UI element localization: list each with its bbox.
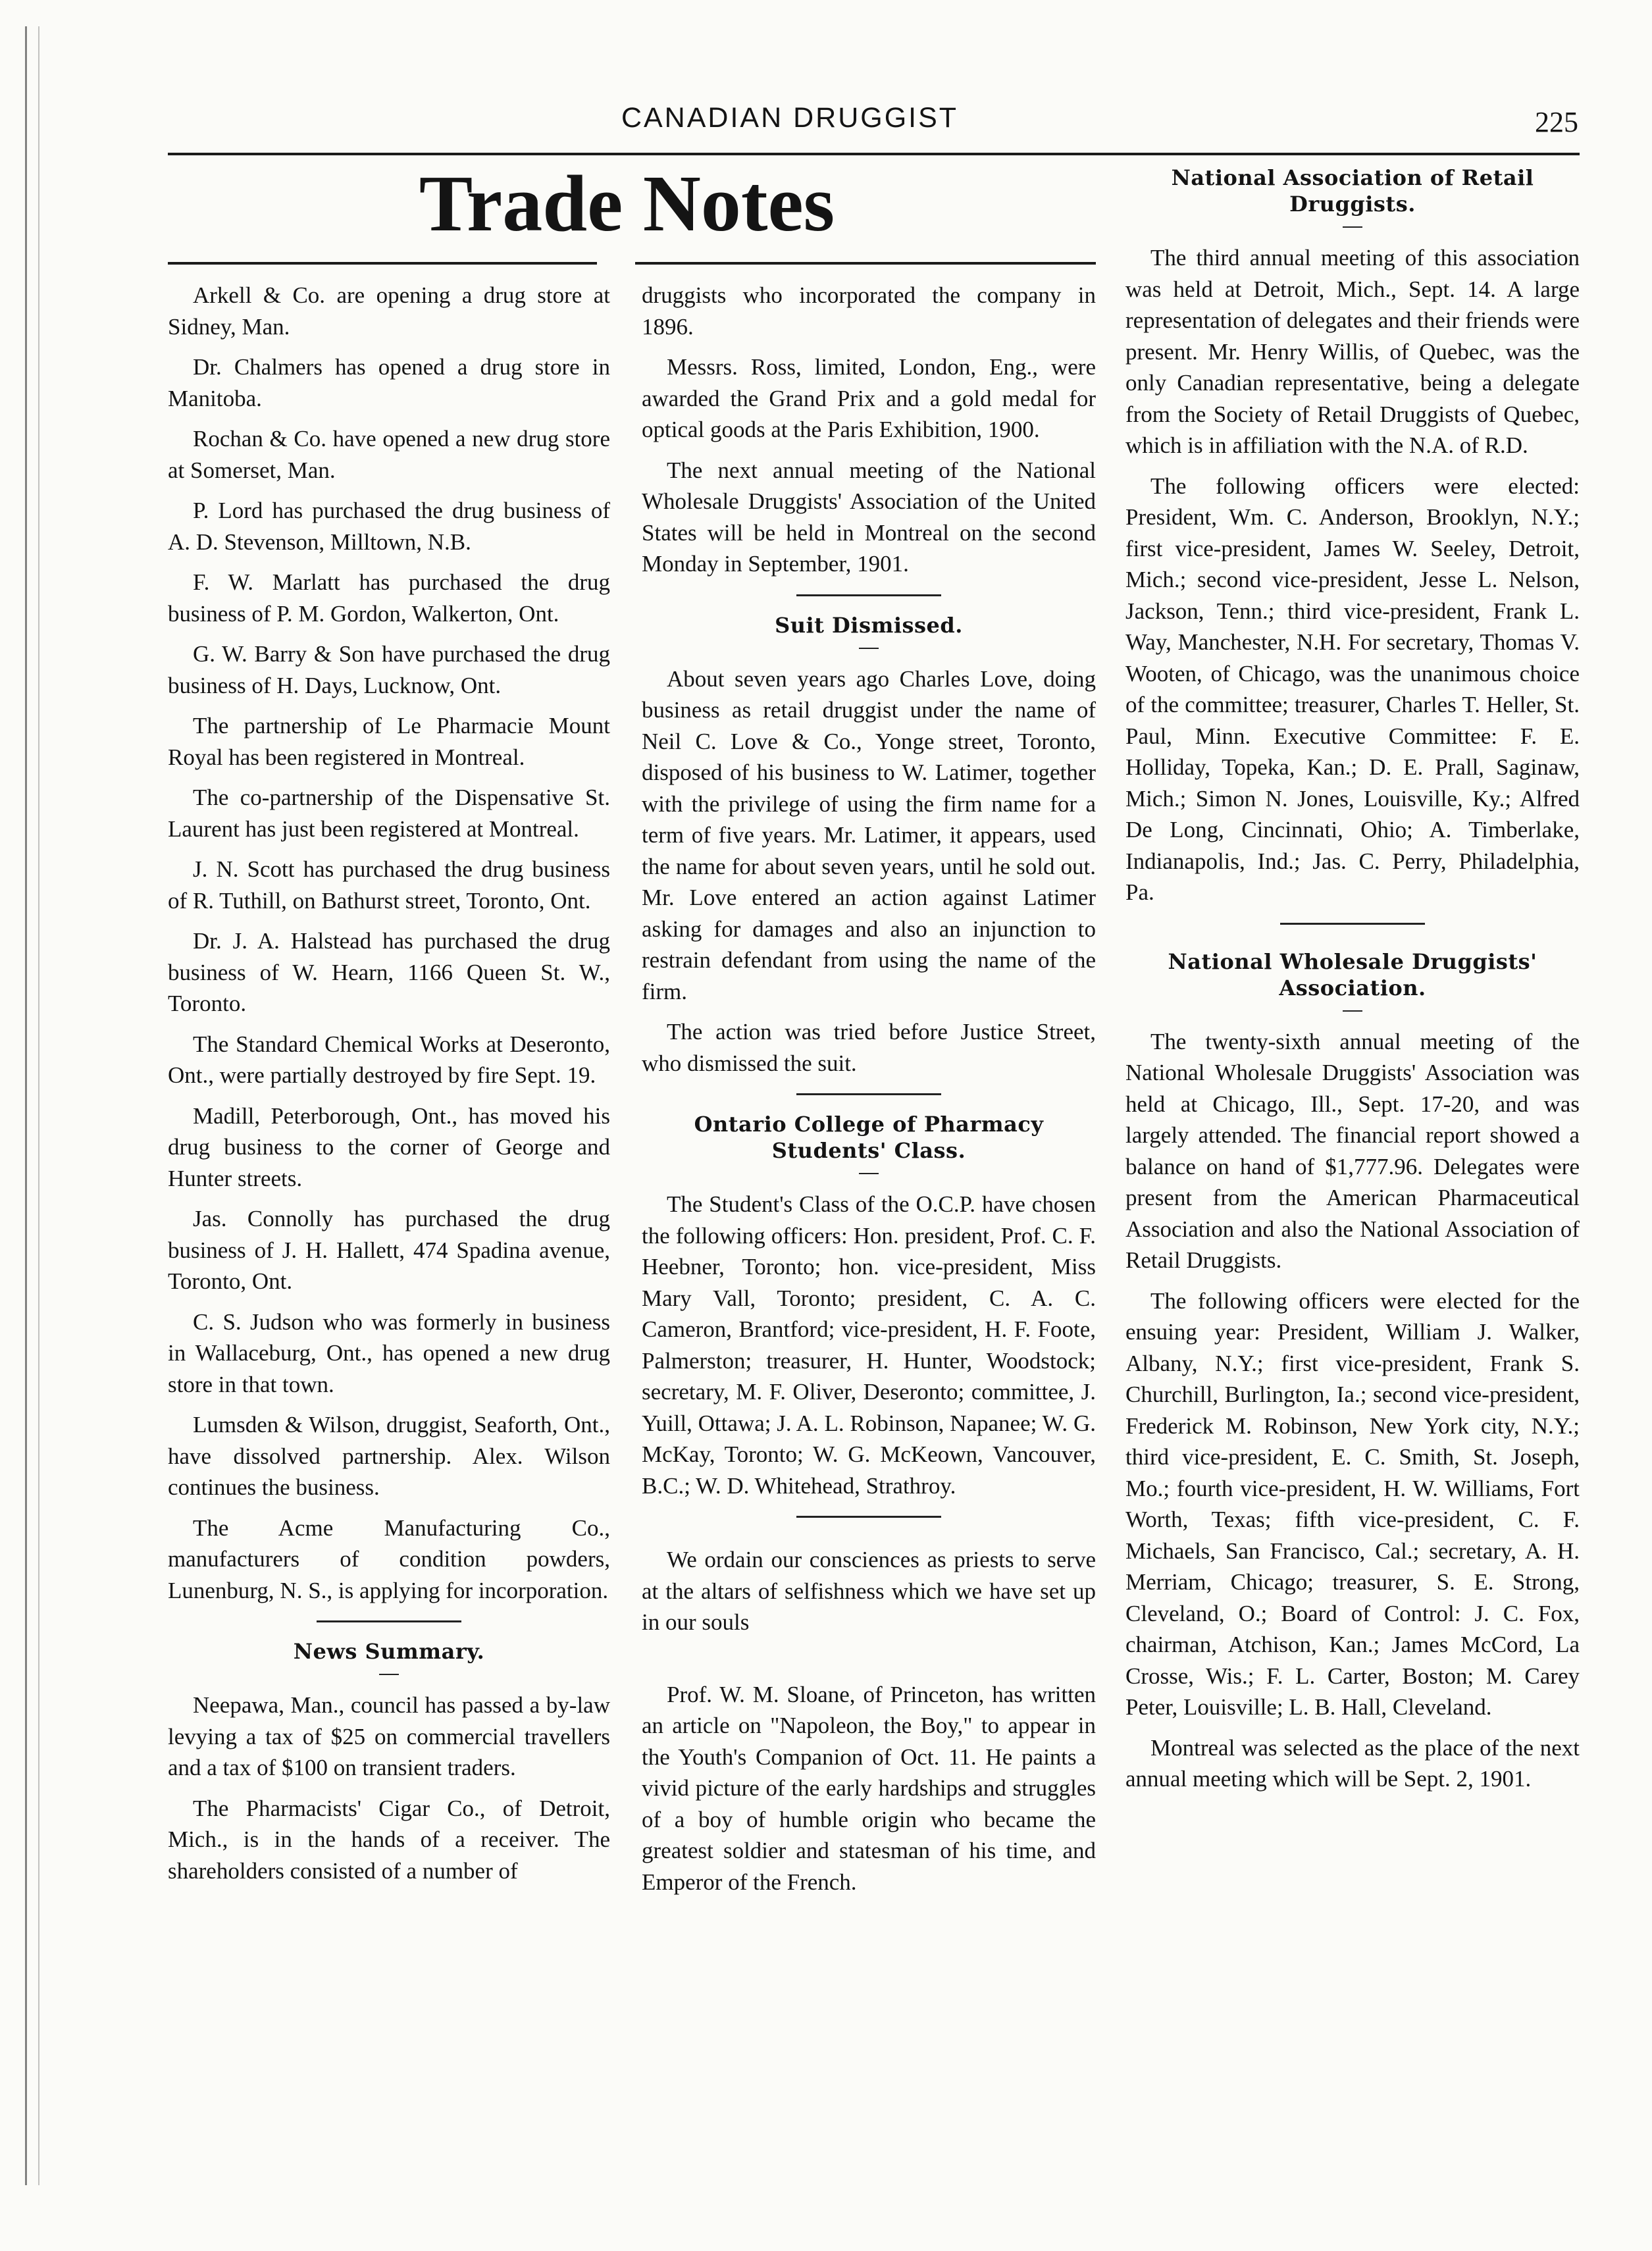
heading-dash [1343, 226, 1362, 228]
trade-note: Jas. Connolly has purchased the drug business of J. H. Hallett, 474 Spadina avenue, Toronto, Ont. [168, 1206, 610, 1294]
trade-note: J. N. Scott has purchased the drug business of R. Tuthill, on Bathurst street, Toronto, Ont. [168, 856, 610, 914]
article-paragraph: The action was tried before Justice Street, who dismissed the suit. [642, 1019, 1096, 1076]
masthead-rule-left [168, 262, 597, 265]
trade-note: P. Lord has purchased the drug business of A. D. Stevenson, Milltown, N.B. [168, 498, 610, 555]
section-divider [796, 594, 941, 596]
section-divider [1280, 923, 1425, 925]
heading-dash [1343, 1010, 1362, 1012]
heading-dash [379, 1674, 399, 1675]
article-paragraph: Prof. W. M. Sloane, of Princeton, has written an article on "Napoleon, the Boy," to appear in the Youth's Companion of Oct. 11. He paints a vivid picture of the early hardships and struggles of a boy of humble origin who became the greatest soldier and statesman of his time, and Emperor of the French. [642, 1681, 1096, 1895]
trade-note: C. S. Judson who was formerly in business in Wallaceburg, Ont., has opened a new drug store in that town. [168, 1308, 610, 1397]
article-paragraph: Montreal was selected as the place of the next annual meeting which will be Sept. 2, 1901. [1125, 1734, 1580, 1792]
column-2 [642, 280, 1096, 1907]
nwda-heading-line2: Association. [1279, 975, 1426, 1000]
suit-dismissed-heading: Suit Dismissed. [775, 612, 963, 638]
binding-edge-shadow [38, 26, 39, 2185]
ocp-heading [642, 1111, 1096, 1164]
trade-note: Madill, Peterborough, Ont., has moved his drug business to the corner of George and Hunter streets. [168, 1102, 610, 1191]
trade-note: The Standard Chemical Works at Deseronto, Ont., were partially destroyed by fire Sept. 19. [168, 1031, 610, 1088]
trade-note: The Acme Manufacturing Co., manufacturers of condition powders, Lunenburg, N. S., is applying for incorporation. [168, 1514, 610, 1603]
heading-dash [859, 1173, 879, 1174]
trade-note: F. W. Marlatt has purchased the drug business of P. M. Gordon, Walkerton, Ont. [168, 569, 610, 627]
trade-note: The co-partnership of the Dispensative St. Laurent has just been registered at Montreal. [168, 785, 610, 842]
news-summary-heading: News Summary. [293, 1639, 485, 1664]
article-paragraph: The third annual meeting of this association was held at Detroit, Mich., Sept. 14. A large representation of delegates and their friends were present. Mr. Henry Willis, of Quebec, was the only Canadian representative, being a delegate from the Society of Retail Druggists of Quebec, which is in affiliation with the N.A. of R.D. [1125, 245, 1580, 458]
news-item: Neepawa, Man., council has passed a by-law levying a tax of $25 on commercial travellers and a tax of $100 on transient traders. [168, 1692, 610, 1780]
trade-note: The next annual meeting of the National Wholesale Druggists' Association of the United States will be held in Montreal on the second Monday in September, 1901. [642, 457, 1096, 577]
nwda-heading-line1: National Wholesale Druggists' [1168, 948, 1537, 974]
news-item: The Pharmacists' Cigar Co., of Detroit, Mich., is in the hands of a receiver. The shareholders consisted of a number of [168, 1795, 610, 1884]
article-paragraph: The Student's Class of the O.C.P. have chosen the following officers: Hon. president, Prof. C. F. Heebner, Toronto; hon. vice-president, Miss Mary Vall, Toronto; president, C. A. C. Cameron, Brantford; vice-president, H. F. Foote, Palmerston; treasurer, H. Hunter, Woodstock; secretary, M. F. Oliver, Deseronto; committee, J. Yuill, Ottawa; J. A. L. Robinson, Napanee; W. G. McKay, Toronto; W. G. McKeown, Vancouver, B.C.; W. D. Whitehead, Strathroy. [642, 1191, 1096, 1499]
masthead-rule-right [635, 262, 1096, 265]
trade-note: Arkell & Co. are opening a drug store at Sidney, Man. [168, 282, 610, 340]
heading-dash [859, 648, 879, 649]
page-number: 225 [1535, 106, 1578, 138]
trade-note: Dr. Chalmers has opened a drug store in Manitoba. [168, 354, 610, 411]
section-masthead: Trade Notes [419, 159, 835, 248]
article-paragraph: About seven years ago Charles Love, doing business as retail druggist under the name of Neil C. Love & Co., Yonge street, Toronto, disposed of his business to W. Latimer, together with the privilege of using the firm name for a term of five years. Mr. Latimer, it appears, used the name for about seven years, until he sold out. Mr. Love entered an action against Latimer asking for damages and also an injunction to restrain defendant from using the name of the firm. [642, 665, 1096, 1004]
article-paragraph: The following officers were elected: President, Wm. C. Anderson, Brooklyn, N.Y.; first vice-president, James W. Seeley, Detroit, Mich.; second vice-president, Jesse L. Nelson, Jackson, Tenn.; third vice-president, Frank L. Way, Manchester, N.H. For secretary, Thomas V. Wooten, of Chicago, was the unanimous choice of the committee; treasurer, Charles T. Heller, St. Paul, Minn. Executive Committee: F. E. Holliday, Topeka, Kan.; D. E. Prall, Saginaw, Mich.; Simon N. Jones, Louisville, Ky.; Alfred De Long, Cincinnati, Ohio; A. Timberlake, Indianapolis, Ind.; Jas. C. Perry, Philadelphia, Pa. [1125, 473, 1580, 905]
narda-heading [1125, 165, 1580, 217]
article-paragraph: The twenty-sixth annual meeting of the National Wholesale Druggists' Association was held at Chicago, Ill., Sept. 17-20, and was largely attended. The financial report showed a balance on hand of $1,777.96. Delegates were present from the American Pharmaceutical Association and also the National Association of Retail Druggists. [1125, 1028, 1580, 1273]
section-divider [796, 1516, 941, 1518]
column-1 [168, 280, 610, 1896]
quotation: We ordain our consciences as priests to serve at the altars of selfishness which we have set up in our souls [642, 1547, 1096, 1635]
binding-edge [25, 26, 27, 2185]
trade-note: G. W. Barry & Son have purchased the drug business of H. Days, Lucknow, Ont. [168, 641, 610, 698]
trade-note: Rochan & Co. have opened a new drug store at Somerset, Man. [168, 426, 610, 483]
spacer [642, 1647, 1096, 1679]
trade-note: Messrs. Ross, limited, London, Eng., were awarded the Grand Prix and a gold medal for optical goods at the Paris Exhibition, 1900. [642, 354, 1096, 442]
column-3 [1125, 165, 1580, 1804]
narda-heading-line1: National Association of Retail [1171, 165, 1534, 190]
section-divider [317, 1620, 461, 1622]
trade-note: Dr. J. A. Halstead has purchased the drug business of W. Hearn, 1166 Queen St. W., Toronto. [168, 928, 610, 1016]
running-title: CANADIAN DRUGGIST [621, 102, 959, 134]
narda-heading-line2: Druggists. [1289, 192, 1416, 217]
nwda-heading [1125, 948, 1580, 1001]
section-divider [796, 1093, 941, 1095]
continued-text: druggists who incorporated the company in 1896. [642, 282, 1096, 340]
trade-note: The partnership of Le Pharmacie Mount Royal has been registered in Montreal. [168, 713, 610, 770]
ocp-heading-line1: Ontario College of Pharmacy [694, 1112, 1044, 1137]
ocp-heading-line2: Students' Class. [771, 1138, 966, 1163]
trade-note: Lumsden & Wilson, druggist, Seaforth, Ont., have dissolved partnership. Alex. Wilson continues the business. [168, 1412, 610, 1500]
article-paragraph: The following officers were elected for the ensuing year: President, William J. Walker, Albany, N.Y.; first vice-president, Frank S. Churchill, Burlington, Ia.; second vice-president, Frederick M. Robinson, New York city, N.Y.; third vice-president, E. C. Smith, St. Joseph, Mo.; fourth vice-president, H. W. Williams, Fort Worth, Texas; fifth vice-president, C. F. Michaels, San Francisco, Cal.; secretary, A. H. Merriam, Chicago; treasurer, S. E. Strong, Cleveland, O.; Board of Control: J. C. Fox, chairman, Atchison, Kan.; James McCord, La Crosse, Wis.; F. L. Carter, Boston; M. Carey Peter, Louisville; L. B. Hall, Cleveland. [1125, 1287, 1580, 1720]
